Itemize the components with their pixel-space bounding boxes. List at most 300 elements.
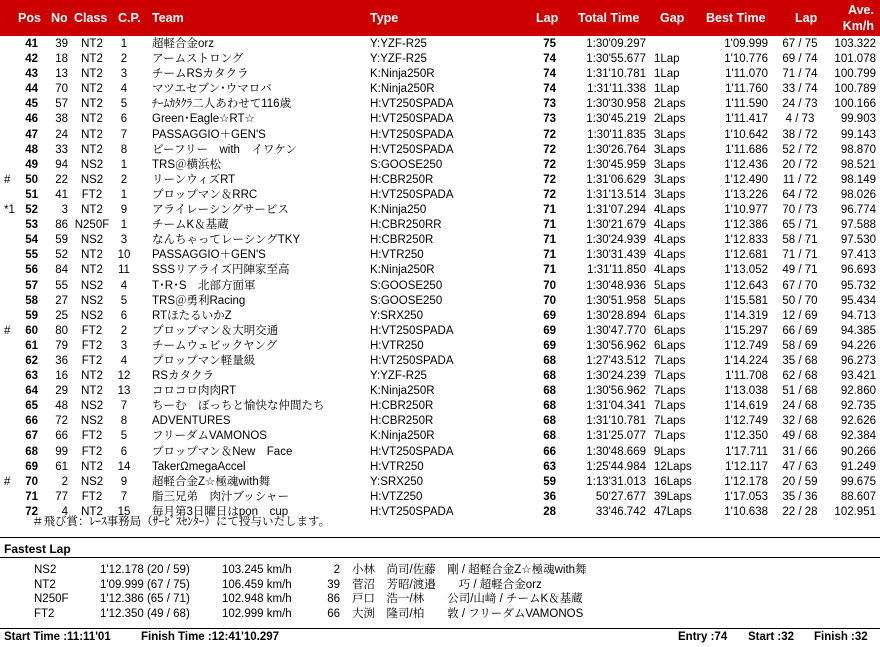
cell-cp: 7 — [120, 128, 128, 141]
cell-cp: 4 — [120, 354, 128, 367]
cell-type: S:GOOSE250 — [370, 279, 443, 292]
cell-best: 1'12.681 — [724, 249, 768, 262]
cell-blap: 32 / 68 — [782, 415, 818, 428]
cell-cls: FT2 — [81, 324, 103, 337]
cell-blap: 58 / 71 — [782, 234, 818, 247]
cell-team: ﾁｰﾑｶﾀｸﾗ二人あわせて116歳 — [152, 98, 292, 111]
fastest-lap-row — [0, 563, 880, 578]
cell-cls: FT2 — [81, 354, 103, 367]
cell-team: コロコロ肉肉RT — [152, 385, 237, 398]
cell-cls: NT2 — [81, 204, 103, 217]
cell-best: 1'17.711 — [725, 445, 768, 458]
cell-cp: 9 — [120, 475, 128, 488]
cell-total: 1:30'48.936 — [586, 279, 646, 292]
cell-team: RTほたるいかZ — [152, 309, 232, 322]
cell-lap: 74 — [543, 53, 556, 66]
cell-cp: 5 — [120, 430, 128, 443]
cell-type: H:VT250SPADA — [370, 98, 454, 111]
cell-cls: NT2 — [81, 128, 103, 141]
cell-best: 1'13.038 — [724, 385, 768, 398]
cell-gap: 4Laps — [654, 234, 686, 247]
cell-gap: 4Laps — [654, 264, 686, 277]
fastest-lap-row — [0, 578, 880, 593]
fastest-lap-riders: 菅沼 芳昭/渡邉 巧 / 超軽合金orz — [352, 578, 542, 591]
cell-no: 4 — [61, 505, 68, 518]
cell-gap: 3Laps — [654, 143, 686, 156]
cell-cp: 8 — [120, 143, 128, 156]
cell-total: 1:31'07.294 — [586, 204, 646, 217]
cell-cls: NT2 — [81, 68, 103, 81]
header-lap: Lap — [536, 11, 559, 25]
cell-type: H:VT250SPADA — [370, 354, 454, 367]
cell-no: 66 — [55, 430, 68, 443]
cell-team: フリーダムVAMONOS — [152, 430, 267, 443]
cell-best: 1'11.760 — [725, 83, 768, 96]
cell-lap: 66 — [543, 445, 556, 458]
cell-ave: 97.530 — [840, 234, 876, 247]
cell-ave: 103.322 — [834, 38, 876, 50]
cell-lap: 72 — [543, 128, 556, 141]
cell-ave: 96.273 — [840, 354, 876, 367]
cell-blap: 20 / 72 — [782, 158, 818, 171]
cell-cp: 4 — [120, 83, 128, 96]
cell-cp: 1 — [120, 38, 128, 50]
fastest-lap-no: 86 — [327, 593, 340, 605]
cell-best: 1'10.638 — [724, 505, 768, 518]
cell-ave: 99.675 — [840, 475, 876, 488]
fastest-lap-speed: 106.459 km/h — [222, 578, 292, 591]
cell-mark: # — [4, 173, 11, 186]
result-row — [0, 324, 880, 339]
cell-gap: 3Laps — [654, 173, 686, 186]
cell-team: リーンウィズRT — [152, 173, 236, 186]
cell-cp: 8 — [120, 415, 128, 428]
cell-best: 1'10.776 — [724, 53, 768, 66]
cell-no: 80 — [55, 324, 68, 337]
cell-type: H:VTR250 — [370, 460, 424, 473]
cell-best: 1'12.350 — [724, 430, 768, 443]
cell-total: 1:27'43.512 — [586, 354, 646, 367]
cell-total: 1:13'31.013 — [586, 475, 646, 488]
result-row — [0, 67, 880, 82]
cell-pos: 67 — [25, 430, 38, 443]
cell-cp: 6 — [120, 445, 128, 458]
cell-type: H:VT250SPADA — [370, 128, 454, 141]
header-total-time: Total Time — [578, 11, 640, 25]
cell-blap: 33 / 74 — [782, 83, 818, 96]
cell-cp: 1 — [120, 188, 128, 201]
cell-team: プロップマン＆RRC — [152, 188, 258, 201]
cell-pos: 62 — [25, 354, 38, 367]
cell-gap: 7Laps — [654, 430, 686, 443]
cell-total: 1:30'45.219 — [586, 113, 646, 126]
cell-cp: 3 — [120, 339, 128, 352]
cell-blap: 71 / 74 — [782, 68, 818, 81]
result-row — [0, 354, 880, 369]
cell-blap: 51 / 68 — [782, 385, 818, 398]
cell-ave: 102.951 — [834, 505, 876, 518]
cell-team: 毎月第3日曜日はpon cup — [152, 505, 289, 518]
cell-gap: 6Laps — [654, 324, 686, 337]
cell-ave: 92.735 — [840, 400, 876, 413]
cell-cls: NS2 — [80, 234, 104, 247]
cell-type: H:CBR250RR — [370, 219, 442, 232]
cell-lap: 68 — [543, 415, 556, 428]
cell-blap: 69 / 74 — [782, 53, 818, 66]
cell-total: 1:30'09.297 — [586, 38, 646, 50]
cell-pos: 66 — [25, 415, 38, 428]
cell-type: K:Ninja250R — [370, 430, 435, 443]
cell-pos: 63 — [25, 370, 38, 383]
cell-ave: 95.434 — [840, 294, 876, 307]
cell-team: RSカタクラ — [152, 370, 214, 383]
cell-type: H:VT250SPADA — [370, 505, 454, 518]
cell-gap: 5Laps — [654, 294, 686, 307]
cell-gap: 3Laps — [654, 158, 686, 171]
cell-no: 24 — [55, 128, 68, 141]
cell-gap: 47Laps — [654, 505, 692, 518]
cell-lap: 59 — [543, 475, 556, 488]
cell-total: 1:30'26.764 — [586, 143, 646, 156]
result-row — [0, 294, 880, 309]
cell-type: Y:SRX250 — [370, 475, 424, 488]
cell-ave: 92.384 — [840, 430, 876, 443]
cell-cls: NT2 — [81, 505, 103, 518]
cell-lap: 68 — [543, 354, 556, 367]
fastest-lap-time: 1'09.999 (67 / 75) — [100, 578, 190, 591]
cell-type: H:VTR250 — [370, 249, 424, 262]
cell-no: 94 — [55, 158, 68, 171]
cell-best: 1'11.708 — [725, 370, 768, 383]
fastest-lap-row — [0, 607, 880, 622]
cell-type: H:VT250SPADA — [370, 188, 454, 201]
header-kmh: Km/h — [842, 19, 874, 33]
cell-team: T･R･S 北部方面軍 — [152, 279, 256, 292]
cell-no: 70 — [55, 83, 68, 96]
cell-pos: 60 — [25, 324, 38, 337]
cell-lap: 74 — [543, 83, 556, 96]
result-row — [0, 475, 880, 490]
cell-gap: 3Laps — [654, 128, 686, 141]
cell-team: ちーむ ぼっちと愉快な仲間たち — [152, 400, 325, 413]
cell-cp: 4 — [120, 279, 128, 292]
cell-lap: 72 — [543, 158, 556, 171]
cell-no: 52 — [55, 249, 68, 262]
fastest-lap-table — [0, 563, 880, 621]
cell-blap: 38 / 72 — [782, 128, 818, 141]
divider — [0, 537, 880, 538]
cell-cls: NS2 — [80, 158, 104, 171]
cell-cp: 13 — [117, 385, 131, 398]
result-row — [0, 143, 880, 158]
cell-team: プロップマン＆大明交通 — [152, 324, 279, 337]
cell-team: ADVENTURES — [152, 415, 231, 428]
cell-cls: NT2 — [81, 38, 103, 50]
cell-blap: 64 / 72 — [782, 188, 818, 201]
cell-best: 1'14.619 — [724, 400, 768, 413]
cell-best: 1'14.224 — [724, 354, 768, 367]
cell-blap: 49 / 71 — [782, 264, 818, 277]
fastest-lap-cls: FT2 — [34, 607, 55, 620]
fastest-lap-time: 1'12.350 (49 / 68) — [100, 607, 190, 620]
cell-pos: 71 — [25, 490, 38, 503]
cell-no: 25 — [55, 309, 68, 322]
cell-gap: 1Lap — [654, 53, 680, 66]
cell-no: 33 — [55, 143, 68, 156]
header-pos: Pos — [18, 11, 41, 25]
cell-blap: 24 / 68 — [782, 400, 818, 413]
cell-cp: 12 — [117, 370, 131, 383]
cell-total: 1:30'21.679 — [586, 219, 646, 232]
cell-total: 50'27.677 — [595, 490, 646, 503]
result-row — [0, 218, 880, 233]
cell-total: 1:31'10.781 — [586, 68, 646, 81]
cell-type: S:GOOSE250 — [370, 158, 443, 171]
cell-lap: 69 — [543, 309, 556, 322]
cell-ave: 96.774 — [840, 204, 876, 217]
result-row — [0, 460, 880, 475]
cell-blap: 11 / 72 — [782, 173, 818, 186]
cell-cls: NS2 — [80, 309, 104, 322]
cell-lap: 72 — [543, 143, 556, 156]
cell-blap: 22 / 28 — [782, 505, 818, 518]
cell-ave: 96.693 — [840, 264, 876, 277]
cell-ave: 90.266 — [840, 445, 876, 458]
cell-lap: 72 — [543, 188, 556, 201]
header-no: No — [51, 11, 68, 25]
cell-type: K:Ninja250R — [370, 83, 435, 96]
cell-gap: 7Laps — [654, 385, 686, 398]
cell-gap: 1Lap — [654, 83, 680, 96]
results-table-header — [0, 0, 880, 36]
cell-gap: 9Laps — [654, 445, 686, 458]
result-row — [0, 414, 880, 429]
cell-lap: 71 — [543, 204, 556, 217]
cell-lap: 68 — [543, 385, 556, 398]
fastest-lap-time: 1'12.178 (20 / 59) — [100, 564, 190, 576]
cell-best: 1'15.581 — [724, 294, 768, 307]
cell-no: 61 — [55, 460, 68, 473]
cell-total: 1:31'04.341 — [586, 400, 646, 413]
cell-gap: 7Laps — [654, 354, 686, 367]
cell-best: 1'13.052 — [724, 264, 768, 277]
finish-count: Finish :32 — [814, 631, 868, 643]
result-row — [0, 279, 880, 294]
cell-blap: 67 / 75 — [782, 38, 818, 50]
cell-lap: 68 — [543, 400, 556, 413]
cell-total: 1:30'30.958 — [586, 98, 646, 111]
cell-gap: 5Laps — [654, 279, 686, 292]
cell-total: 1:25'44.984 — [586, 460, 646, 473]
result-row — [0, 399, 880, 414]
cell-ave: 101.078 — [834, 53, 876, 66]
cell-cp: 5 — [120, 98, 128, 111]
cell-team: プロップマン軽量級 — [152, 354, 256, 367]
fastest-lap-cls: NS2 — [34, 564, 57, 576]
cell-no: 36 — [55, 354, 68, 367]
cell-type: H:VTR250 — [370, 339, 424, 352]
cell-best: 1'12.436 — [724, 158, 768, 171]
cell-pos: 48 — [25, 143, 38, 156]
cell-cls: FT2 — [81, 339, 103, 352]
cell-blap: 35 / 36 — [782, 490, 818, 503]
cell-blap: 58 / 69 — [782, 339, 818, 352]
cell-cp: 2 — [120, 324, 128, 337]
cell-team: アームストロング — [152, 53, 244, 66]
cell-type: Y:YZF-R25 — [370, 370, 427, 383]
fastest-lap-speed: 103.245 km/h — [222, 564, 292, 576]
cell-type: H:VT250SPADA — [370, 143, 454, 156]
cell-best: 1'13.226 — [724, 188, 768, 201]
cell-cls: NT2 — [81, 83, 103, 96]
cell-ave: 98.026 — [840, 188, 876, 201]
cell-best: 1'12.643 — [724, 279, 768, 292]
cell-no: 22 — [55, 173, 68, 186]
cell-blap: 66 / 69 — [782, 324, 818, 337]
entry-count: Entry :74 — [678, 631, 728, 643]
cell-pos: 61 — [25, 339, 38, 352]
cell-no: 18 — [55, 53, 68, 66]
cell-pos: 45 — [25, 98, 38, 111]
cell-gap: 16Laps — [654, 475, 692, 488]
cell-best: 1'14.319 — [724, 309, 768, 322]
cell-ave: 99.143 — [840, 128, 876, 141]
cell-type: H:CBR250R — [370, 173, 434, 186]
header-best-time: Best Time — [706, 11, 766, 25]
fastest-lap-no: 39 — [327, 578, 340, 591]
cell-total: 33'46.742 — [595, 505, 646, 518]
cell-team: Green･Eagle☆RT☆ — [152, 113, 255, 126]
cell-lap: 71 — [543, 249, 556, 262]
cell-pos: 47 — [25, 128, 38, 141]
cell-no: 72 — [55, 415, 68, 428]
cell-type: H:VT250SPADA — [370, 445, 454, 458]
cell-blap: 24 / 73 — [782, 98, 818, 111]
cell-team: 超軽合金Z☆極魂with舞 — [152, 475, 271, 488]
cell-best: 1'12.749 — [724, 415, 768, 428]
cell-gap: 2Laps — [654, 98, 686, 111]
cell-best: 1'10.977 — [724, 204, 768, 217]
cell-no: 27 — [55, 294, 68, 307]
cell-no: 2 — [61, 475, 68, 488]
cell-pos: 68 — [25, 445, 38, 458]
result-row — [0, 490, 880, 505]
cell-cp: 2 — [120, 173, 128, 186]
cell-blap: 4 / 73 — [785, 113, 815, 126]
cell-blap: 49 / 68 — [782, 430, 818, 443]
cell-cp: 2 — [120, 53, 128, 66]
cell-ave: 94.226 — [840, 339, 876, 352]
cell-cp: 15 — [117, 505, 131, 518]
cell-best: 1'09.999 — [724, 38, 768, 50]
cell-total: 1:31'25.077 — [586, 430, 646, 443]
header-best-lap: Lap — [795, 11, 818, 25]
cell-cls: NT2 — [81, 113, 103, 126]
cell-gap: 2Laps — [654, 113, 686, 126]
cell-blap: 47 / 63 — [782, 460, 818, 473]
cell-lap: 28 — [543, 505, 556, 518]
cell-ave: 93.421 — [840, 370, 876, 383]
cell-team: マツエセブン･ウマロバ — [152, 83, 272, 96]
fastest-lap-riders: 戸口 浩一/林 公司/山﨑 / チームK＆基蔵 — [352, 593, 583, 605]
cell-best: 1'17.053 — [724, 490, 768, 503]
cell-blap: 67 / 70 — [782, 279, 818, 292]
header-gap: Gap — [660, 11, 685, 25]
cell-total: 1:30'24.239 — [586, 370, 646, 383]
cell-mark: # — [4, 475, 11, 488]
cell-team: TRS＠横浜松 — [152, 158, 221, 171]
cell-team: PASSAGGIO＋GEN'S — [152, 128, 266, 141]
result-row — [0, 203, 880, 218]
cell-total: 1:30'56.962 — [586, 339, 646, 352]
cell-team: PASSAGGIO＋GEN'S — [152, 249, 266, 262]
result-row — [0, 248, 880, 263]
cell-blap: 71 / 71 — [782, 249, 818, 262]
cell-no: 57 — [55, 98, 68, 111]
cell-gap: 39Laps — [654, 490, 692, 503]
cell-cls: N250F — [74, 219, 110, 232]
cell-ave: 98.521 — [840, 158, 876, 171]
cell-cp: 3 — [120, 68, 128, 81]
cell-team: ビーフリー with イワケン — [152, 143, 297, 156]
fastest-lap-row — [0, 592, 880, 607]
cell-blap: 70 / 73 — [782, 204, 818, 217]
cell-best: 1'12.833 — [724, 234, 768, 247]
cell-team: プロップマン＆New Face — [152, 445, 293, 458]
header-type: Type — [370, 11, 399, 25]
cell-pos: 43 — [25, 68, 38, 81]
cell-blap: 31 / 66 — [782, 445, 818, 458]
cell-team: TakerΩmegaAccel — [152, 460, 246, 473]
fastest-lap-speed: 102.948 km/h — [222, 593, 292, 605]
cell-total: 1:30'56.962 — [586, 385, 646, 398]
cell-best: 1'12.490 — [724, 173, 768, 186]
fastest-lap-no: 66 — [327, 607, 340, 620]
result-row — [0, 384, 880, 399]
cell-no: 79 — [55, 339, 68, 352]
cell-gap: 4Laps — [654, 249, 686, 262]
cell-cls: NT2 — [81, 264, 103, 277]
cell-type: S:GOOSE250 — [370, 294, 443, 307]
result-row — [0, 188, 880, 203]
cell-mark: # — [4, 324, 11, 337]
cell-blap: 52 / 72 — [782, 143, 818, 156]
cell-ave: 94.385 — [840, 324, 876, 337]
divider — [0, 628, 880, 629]
cell-total: 1:31'11.338 — [587, 83, 646, 96]
cell-lap: 70 — [543, 279, 556, 292]
cell-blap: 35 / 68 — [782, 354, 818, 367]
cell-type: K:Ninja250R — [370, 264, 435, 277]
cell-lap: 68 — [543, 370, 556, 383]
cell-ave: 88.607 — [840, 490, 876, 503]
cell-lap: 70 — [543, 294, 556, 307]
cell-no: 39 — [55, 38, 68, 50]
cell-gap: 4Laps — [654, 219, 686, 232]
cell-gap: 1Lap — [654, 68, 680, 81]
result-row — [0, 52, 880, 67]
cell-cp: 9 — [120, 204, 128, 217]
cell-best: 1'12.749 — [724, 339, 768, 352]
cell-pos: 42 — [25, 53, 38, 66]
cell-best: 1'11.417 — [725, 113, 768, 126]
cell-pos: 55 — [25, 249, 38, 262]
cell-lap: 69 — [543, 324, 556, 337]
cell-type: H:CBR250R — [370, 234, 434, 247]
cell-total: 1:31'06.629 — [586, 173, 646, 186]
cell-blap: 50 / 70 — [782, 294, 818, 307]
cell-cls: NT2 — [81, 143, 103, 156]
